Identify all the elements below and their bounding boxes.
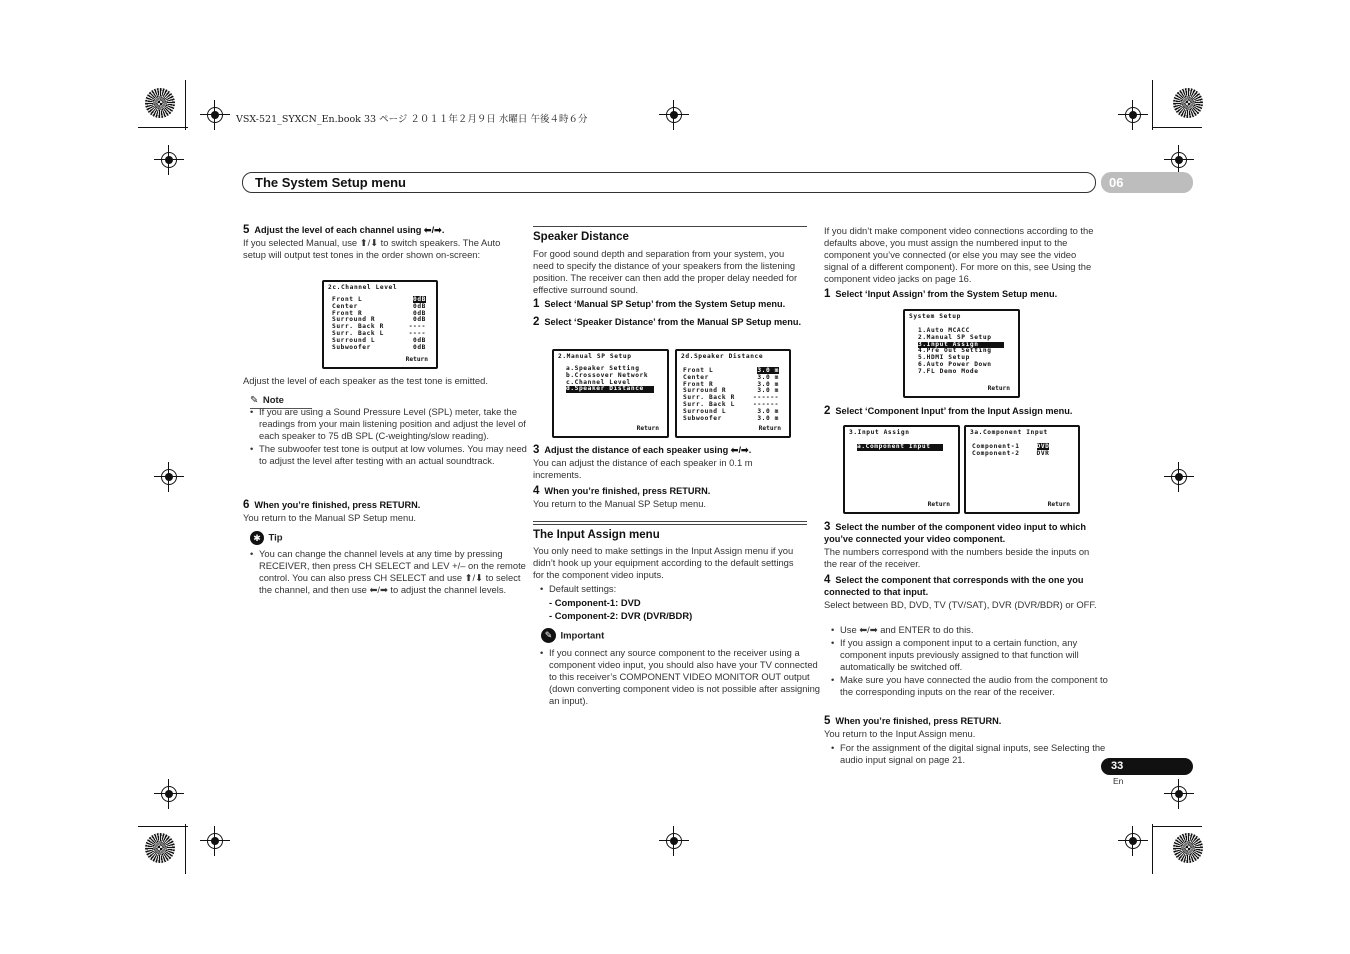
osd-rows — [683, 368, 735, 422]
osd-title: 2c.Channel Level — [328, 284, 398, 291]
step-title: Select the component that corresponds with the one you connected to that input. — [824, 575, 1084, 597]
tip-label: Tip — [268, 532, 283, 544]
osd-title: 2.Manual SP Setup — [558, 353, 632, 360]
step-heading — [533, 485, 807, 497]
step-title: When you’re finished, press RETURN. — [254, 500, 421, 510]
osd-title: 3.Input Assign — [849, 429, 910, 436]
step-title: Select ‘Speaker Distance’ from the Manual SP Setup menu. — [544, 317, 802, 327]
step-number: 4 — [533, 485, 540, 497]
crop-mark — [138, 826, 188, 827]
osd-row-value: 0dB — [413, 336, 426, 344]
osd-title: 2d.Speaker Distance — [681, 353, 764, 360]
crop-mark — [1152, 80, 1153, 130]
step-number: 5 — [243, 224, 250, 236]
step-number: 1 — [533, 298, 540, 310]
page-number-tab — [1101, 758, 1193, 775]
osd-row-value: ---- — [408, 323, 426, 331]
crosshair-icon — [154, 462, 184, 492]
crosshair-icon — [200, 100, 230, 130]
osd-rows — [332, 297, 384, 351]
paragraph: You return to the Input Assign menu. — [824, 728, 976, 739]
osd-row-label: Surround R — [332, 316, 376, 324]
crosshair-icon — [154, 779, 184, 809]
crosshair-icon — [659, 826, 689, 856]
osd-return: Return — [636, 425, 659, 433]
chapter-tab — [1101, 172, 1193, 193]
osd-row-value: ------ — [753, 400, 779, 408]
osd-values — [743, 368, 779, 422]
osd-row-value: 3.0 m — [757, 414, 779, 422]
osd-menu — [857, 444, 943, 451]
osd-values — [1028, 444, 1058, 458]
crop-mark — [185, 824, 186, 874]
step-heading — [824, 405, 1098, 417]
paragraph: For good sound depth and separation from your system, you need to specify the distance of your speakers from the listening position. The receiver can then add the proper delay needed for effective surround sound. — [533, 248, 798, 295]
crop-mark — [1152, 127, 1202, 128]
tip-gear-icon: ✱ — [250, 531, 264, 545]
osd-return: Return — [927, 501, 950, 509]
step5-list — [824, 742, 1114, 767]
step-title: Select ‘Component Input’ from the Input Assign menu. — [835, 406, 1073, 416]
step-title: When you’re finished, press RETURN. — [544, 486, 711, 496]
osd-values — [390, 297, 426, 351]
osd-menu — [918, 328, 1004, 376]
osd-row-value: 3.0 m — [757, 407, 779, 415]
step-title: Select ‘Input Assign’ from the System Setup menu. — [835, 289, 1058, 299]
osd-channel-level — [322, 280, 438, 369]
list-item: • Use ⬅/➡ and ENTER to do this. — [840, 624, 1114, 636]
osd-row-label: Component-2 — [972, 449, 1020, 457]
osd-row-label: Component-1 — [972, 443, 1020, 450]
chapter-number: 06 — [1109, 175, 1124, 190]
registration-target-icon — [1173, 88, 1203, 118]
step-title: Adjust the level of each channel using ⬅/➡. — [254, 225, 445, 235]
osd-row-value: 0dB — [413, 316, 426, 324]
step-number: 2 — [533, 316, 540, 328]
osd-row-value: ------ — [753, 394, 779, 402]
osd-menu-item: 5.HDMI Setup — [918, 354, 970, 362]
crosshair-icon — [154, 145, 184, 175]
osd-row-label: Surround R — [683, 387, 727, 395]
list-item: • If you assign a component input to a certain function, any component inputs previously assigned to that function will automatically be switched off. — [840, 637, 1114, 673]
paragraph: You return to the Manual SP Setup menu. — [533, 498, 707, 509]
osd-menu-item: a.Speaker Setting — [566, 365, 640, 372]
defaults-list — [533, 583, 823, 596]
crop-mark — [185, 80, 186, 130]
paragraph: The numbers correspond with the numbers beside the inputs on the rear of the receiver. — [824, 546, 1090, 569]
paragraph: If you selected Manual, use ⬆/⬇ to switch speakers. The Auto setup will output test tones in the order shown on-screen: — [243, 237, 501, 260]
step-heading — [243, 224, 515, 236]
osd-row-value-selected: DVD — [1036, 443, 1050, 450]
osd-title: 3a.Component Input — [970, 429, 1048, 436]
osd-row-label: Center — [683, 373, 709, 381]
step-number: 2 — [824, 405, 831, 417]
osd-menu-item-selected: a.Component Input — [857, 444, 943, 451]
paragraph: You only need to make settings in the Input Assign menu if you didn’t hook up your equipment according to the default settings for the component video inputs. — [533, 545, 794, 580]
step-number: 5 — [824, 715, 831, 727]
osd-row-label: Surr. Back L — [332, 329, 384, 337]
step-number: 6 — [243, 499, 250, 511]
paragraph: Adjust the level of each speaker as the test tone is emitted. — [243, 375, 488, 386]
osd-row-value: 3.0 m — [757, 387, 779, 395]
step-heading — [533, 298, 807, 310]
paragraph: You can adjust the distance of each speaker in 0.1 m increments. — [533, 457, 753, 480]
default-setting: - Component-2: DVR (DVR/BDR) — [549, 610, 693, 621]
divider — [533, 521, 807, 522]
tip-item: • You can change the channel levels at any time by pressing RECEIVER, then press CH SELECT and LEV +/– on the remote control. You can also press CH SELECT and use ⬆/⬇ to select the channel, and then use ⬅/➡ to adjust the channel levels. — [259, 548, 531, 596]
osd-row-label: Surround L — [332, 336, 376, 344]
print-header: VSX-521_SYXCN_En.book 33 ページ ２０１１年２月９日 水曜日 午後４時６分 — [236, 114, 588, 125]
osd-return: Return — [1047, 501, 1070, 509]
osd-row-label: Subwoofer — [683, 414, 722, 422]
osd-menu-item: 4.Pre Out Setting — [918, 347, 992, 355]
important-list — [533, 647, 823, 708]
crop-mark — [138, 127, 188, 128]
step-title: Adjust the distance of each speaker using ⬅/➡. — [544, 445, 752, 455]
osd-menu-item-selected: d.Speaker Distance — [566, 386, 654, 393]
section-heading: Speaker Distance — [533, 231, 629, 243]
osd-return: Return — [987, 385, 1010, 393]
step-title: Select the number of the component video input to which you’ve connected your video component. — [824, 522, 1087, 544]
osd-row-value: 3.0 m — [757, 380, 779, 388]
crosshair-icon — [1164, 145, 1194, 175]
osd-menu-item: c.Channel Level — [566, 378, 631, 386]
paragraph: If you didn’t make component video connections according to the defaults above, you must assign the numbered input to the component you’ve connected (or else you may see the video signal of a different component). For more on this, see Using the component video jacks on page 16. — [824, 225, 1094, 284]
registration-target-icon — [1173, 833, 1203, 863]
osd-menu-item: 1.Auto MCACC — [918, 327, 970, 334]
crosshair-icon — [1118, 826, 1148, 856]
note-list — [243, 406, 531, 468]
registration-target-icon — [145, 88, 175, 118]
step-heading — [243, 499, 515, 511]
divider — [533, 524, 807, 525]
list-item: • Make sure you have connected the audio from the component to the corresponding inputs on the rear of the receiver. — [840, 674, 1114, 698]
step-number: 3 — [533, 444, 540, 456]
osd-system-setup — [903, 309, 1020, 398]
step-number: 1 — [824, 288, 831, 300]
divider — [533, 226, 807, 227]
osd-row-label: Front L — [683, 367, 714, 374]
osd-menu-item: 7.FL Demo Mode — [918, 367, 979, 375]
osd-return: Return — [758, 425, 781, 433]
crosshair-icon — [1118, 100, 1148, 130]
note-item: • If you are using a Sound Pressure Level (SPL) meter, take the readings from your main listening position and adjust the level of each speaker to 75 dB SPL (C-weighting/slow reading). — [259, 406, 531, 442]
tip-heading — [250, 529, 283, 547]
osd-menu-item: 6.Auto Power Down — [918, 360, 992, 368]
page-number: 33 — [1111, 760, 1124, 772]
osd-menu-item: b.Crossover Network — [566, 371, 649, 379]
osd-row-value: ---- — [408, 329, 426, 337]
crosshair-icon — [659, 100, 689, 130]
osd-row-label: Surr. Back R — [683, 394, 735, 402]
default-setting: - Component-1: DVD — [549, 597, 641, 608]
osd-rows — [972, 444, 1020, 458]
osd-menu — [566, 366, 654, 393]
step-heading — [824, 574, 1094, 598]
osd-row-value: 0dB — [413, 302, 426, 310]
osd-menu-item-selected: 3.Input Assign — [918, 342, 1004, 349]
osd-row-value: 0dB — [413, 309, 426, 317]
section-heading: The Input Assign menu — [533, 529, 660, 541]
step-number: 3 — [824, 521, 831, 533]
osd-return: Return — [405, 356, 428, 364]
osd-speaker-distance — [675, 349, 791, 438]
crosshair-icon — [1164, 462, 1194, 492]
osd-row-label: Front R — [683, 380, 714, 388]
crosshair-icon — [1164, 779, 1194, 809]
important-label: Important — [560, 630, 605, 642]
osd-row-value: 0dB — [413, 343, 426, 351]
crop-mark — [1152, 826, 1202, 827]
note-label: Note — [262, 395, 284, 406]
osd-row-value-selected: 3.0 m — [757, 367, 779, 374]
step-title: When you’re finished, press RETURN. — [835, 716, 1002, 726]
list-item: • For the assignment of the digital signal inputs, see Selecting the audio input signal on page 21. — [840, 742, 1114, 766]
step-number: 4 — [824, 574, 831, 586]
step-heading — [533, 316, 807, 328]
paragraph: Select between BD, DVD, TV (TV/SAT), DVR (DVR/BDR) or OFF. — [824, 599, 1097, 610]
section-title: The System Setup menu — [255, 175, 406, 190]
important-heading — [541, 627, 604, 645]
page-language: En — [1113, 776, 1124, 786]
osd-row-label: Surr. Back R — [332, 323, 384, 331]
osd-row-value-selected: 0dB — [413, 296, 426, 303]
note-item: • The subwoofer test tone is output at low volumes. You may need to adjust the level after testing with an actual soundtrack. — [259, 443, 531, 467]
osd-row-value: DVR — [1036, 449, 1050, 457]
tip-list — [243, 548, 531, 597]
osd-input-assign — [843, 425, 960, 514]
step-heading — [533, 444, 807, 456]
osd-row-label: Surr. Back L — [683, 400, 735, 408]
note-pencil-icon: ✎ — [250, 395, 259, 406]
osd-manual-sp-setup — [552, 349, 669, 438]
important-wrench-icon: ✎ — [541, 628, 556, 643]
osd-row-label: Front R — [332, 309, 363, 317]
osd-menu-item: 2.Manual SP Setup — [918, 333, 992, 341]
osd-component-input — [964, 425, 1080, 514]
step-heading — [824, 521, 1094, 545]
step-heading — [824, 715, 1098, 727]
registration-target-icon — [145, 833, 175, 863]
step-heading — [824, 288, 1098, 300]
section-header-bar — [242, 172, 1096, 193]
important-item: • If you connect any source component to the receiver using a component video input, you should also have your TV connected to this receiver’s COMPONENT VIDEO MONITOR OUT output (down converting component video is not possible after assigning an input). — [549, 647, 823, 707]
list-item: • Default settings: — [549, 583, 823, 595]
osd-row-label: Subwoofer — [332, 343, 371, 351]
crop-mark — [1152, 824, 1153, 874]
osd-title: System Setup — [909, 313, 961, 320]
step-title: Select ‘Manual SP Setup’ from the System Setup menu. — [544, 299, 786, 309]
step4-list — [824, 624, 1114, 699]
crosshair-icon — [200, 826, 230, 856]
osd-row-label: Surround L — [683, 407, 727, 415]
osd-row-label: Center — [332, 302, 358, 310]
paragraph: You return to the Manual SP Setup menu. — [243, 512, 417, 523]
osd-row-label: Front L — [332, 296, 363, 303]
osd-row-value: 3.0 m — [757, 373, 779, 381]
